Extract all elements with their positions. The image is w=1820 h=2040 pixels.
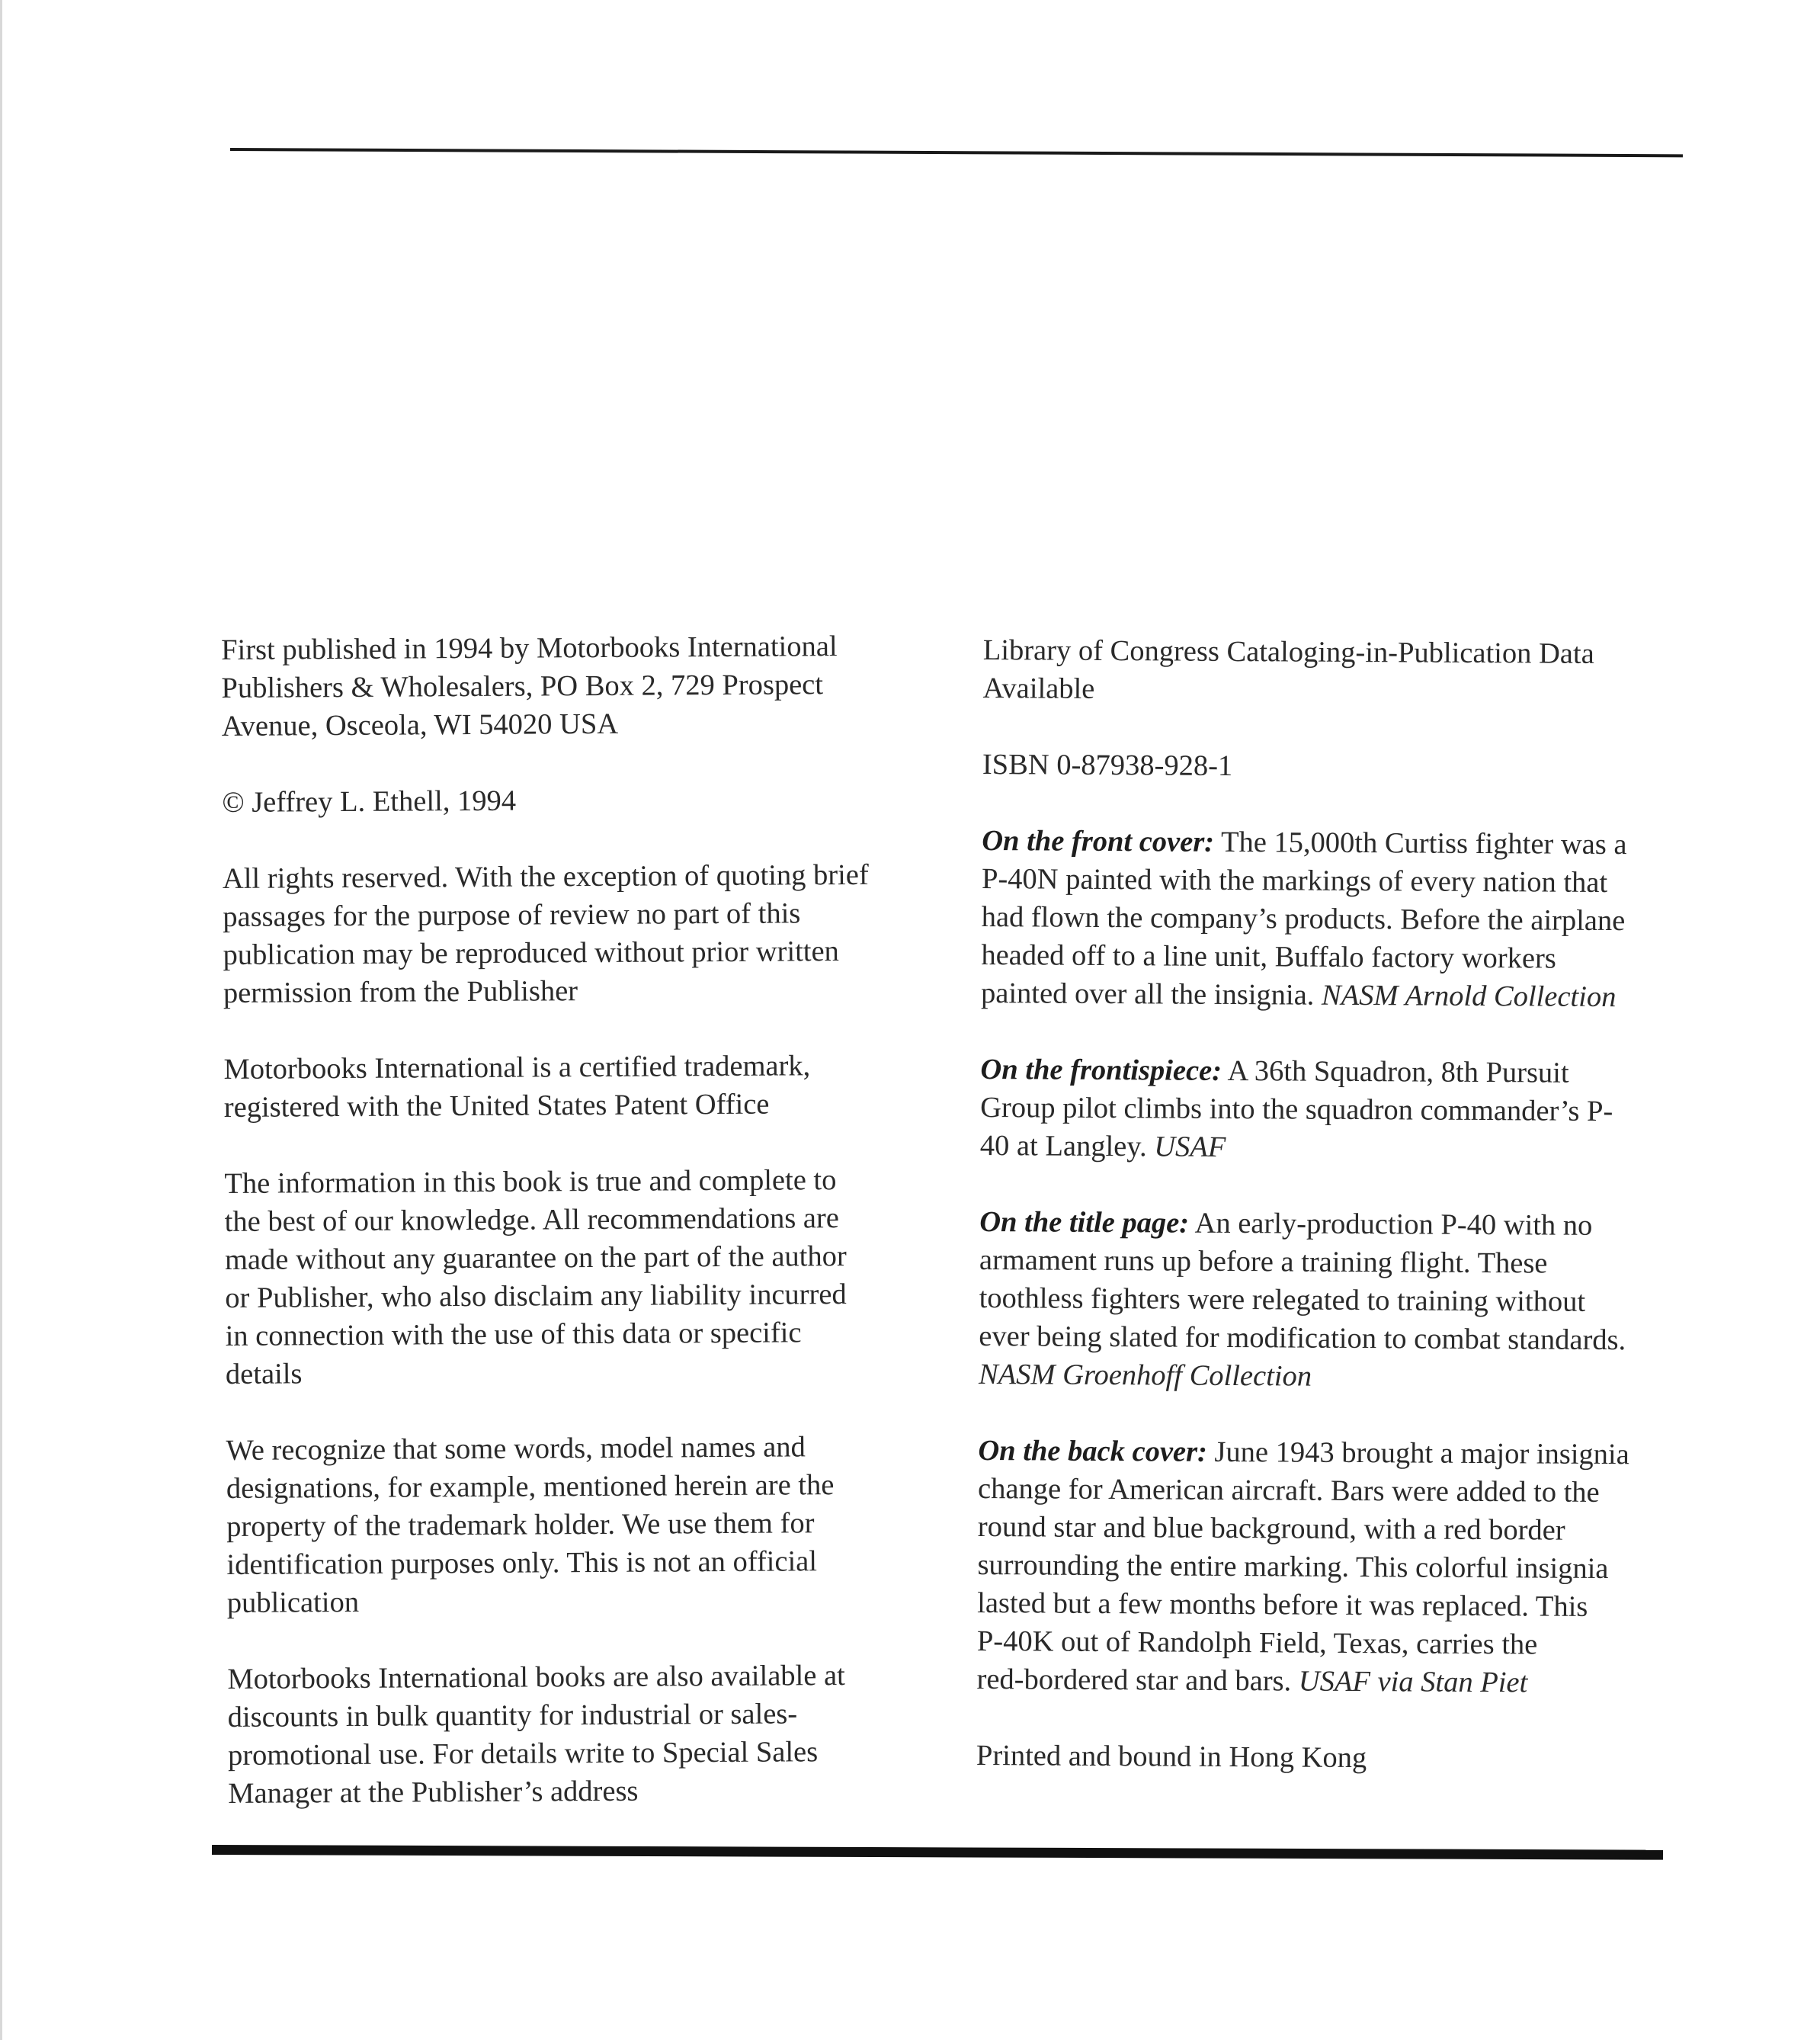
photo-credit: NASM Groenhoff Collection [978,1358,1312,1393]
text-line: promotional use. For details write to Special Sales [227,1736,819,1772]
bulk-sales-paragraph [227,1656,944,1813]
text-line: P-40K out of Randolph Field, Texas, carries the [976,1625,1538,1661]
text-line: lasted but a few months before it was replaced. This [977,1586,1588,1623]
text-line [981,974,1697,1017]
rights-paragraph [223,855,940,1012]
text-line: discounts in bulk quantity for industrial or sales- [227,1698,798,1734]
text-line: Group pilot climbs into the squadron commander’s P- [980,1091,1613,1128]
caption-lead: On the back cover: [978,1434,1208,1468]
text-line: First published in 1994 by Motorbooks International [221,630,838,666]
photo-credit: USAF via Stan Piet [1298,1665,1528,1699]
right-column [976,631,1700,1817]
text-line: registered with the United States Patent Office [223,1088,770,1124]
caption-text: An early-production P-40 with no [1188,1207,1593,1242]
text-line: designations, for example, mentioned herein are the [226,1469,835,1505]
caption-text: June 1943 brought a major insignia [1206,1435,1629,1471]
text-line: headed off to a line unit, Buffalo factory workers [981,938,1556,975]
text-line [982,822,1698,864]
page-edge [0,0,2,2040]
trademark-paragraph [223,1046,940,1127]
cip-paragraph [982,631,1700,712]
trademark-notice-paragraph [226,1427,944,1622]
text-line [976,1660,1693,1703]
text-line: ever being slated for modification to combat standards. [979,1320,1626,1357]
text-line: or Publisher, who also disclaim any liability incurred [225,1278,847,1314]
isbn-paragraph [982,746,1699,788]
text-line: surrounding the entire marking. This colorful insignia [977,1548,1609,1586]
text-line [978,1432,1694,1474]
text-line: Available [982,672,1095,705]
text-line: Printed and bound in Hong Kong [976,1739,1367,1775]
text-line: property of the trademark holder. We use them for [226,1507,815,1543]
text-line [980,1127,1697,1169]
caption-text: painted over all the insignia. [980,977,1322,1012]
top-rule [230,148,1683,157]
caption-text: A 36th Squadron, 8th Pursuit [1221,1054,1569,1089]
text-line: Publishers & Wholesalers, PO Box 2, 729 Prospect [221,669,824,704]
text-line: Avenue, Osceola, WI 54020 USA [221,707,619,743]
text-line: passages for the purpose of review no part of this [223,897,801,933]
text-line: Motorbooks International is a certified trademark, [223,1050,811,1086]
text-line: We recognize that some words, model names and [226,1431,806,1467]
text-line: All rights reserved. With the exception of quoting brief [222,858,869,895]
title-page-caption [979,1203,1697,1398]
frontispiece-caption [980,1050,1697,1169]
text-line: P-40N painted with the markings of every nation that [981,862,1608,900]
isbn: ISBN 0-87938-928-1 [982,748,1233,783]
bottom-rule [212,1845,1663,1860]
photo-credit: NASM Arnold Collection [1321,979,1617,1014]
caption-lead: On the front cover: [982,824,1215,858]
photo-credit: USAF [1154,1131,1226,1163]
text-line: Motorbooks International books are also available at [227,1660,845,1695]
text-line: had flown the company’s products. Before the airplane [981,900,1626,938]
publisher-paragraph [221,627,938,746]
caption-text: The 15,000th Curtiss fighter was a [1213,826,1627,861]
caption-lead: On the title page: [979,1205,1190,1240]
text-line: publication may be reproduced without prior written [223,935,839,971]
disclaimer-paragraph [224,1160,942,1394]
text-line: identification purposes only. This is not an official [226,1545,818,1581]
copyright-paragraph [222,779,938,822]
caption-text: red-bordered star and bars. [976,1663,1299,1698]
text-line: in connection with the use of this data or specific [225,1317,802,1352]
text-line: Library of Congress Cataloging-in-Publication Data [982,633,1594,670]
caption-text: 40 at Langley. [979,1129,1155,1163]
text-line: publication [226,1586,360,1619]
printed-paragraph [976,1737,1693,1779]
caption-lead: On the frontispiece: [980,1053,1222,1087]
text-line: change for American aircraft. Bars were added to the [977,1472,1600,1509]
text-line: details [225,1358,303,1390]
text-line: toothless fighters were relegated to training without [979,1281,1586,1318]
text-line: The information in this book is true and complete to [224,1164,837,1200]
text-line: permission from the Publisher [223,975,578,1009]
text-line: © Jeffrey L. Ethell, 1994 [222,784,517,819]
text-line: made without any guarantee on the part of the author [224,1240,847,1276]
text-line: the best of our knowledge. All recommendations are [224,1202,839,1238]
text-line [979,1203,1696,1246]
left-column [221,627,945,1851]
text-line: Manager at the Publisher’s address [228,1775,639,1810]
text-line: armament runs up before a training flight. These [979,1243,1548,1280]
front-cover-caption [981,822,1699,1017]
back-cover-caption [976,1432,1694,1703]
text-line [980,1050,1697,1093]
text-line: round star and blue background, with a red border [977,1510,1565,1547]
